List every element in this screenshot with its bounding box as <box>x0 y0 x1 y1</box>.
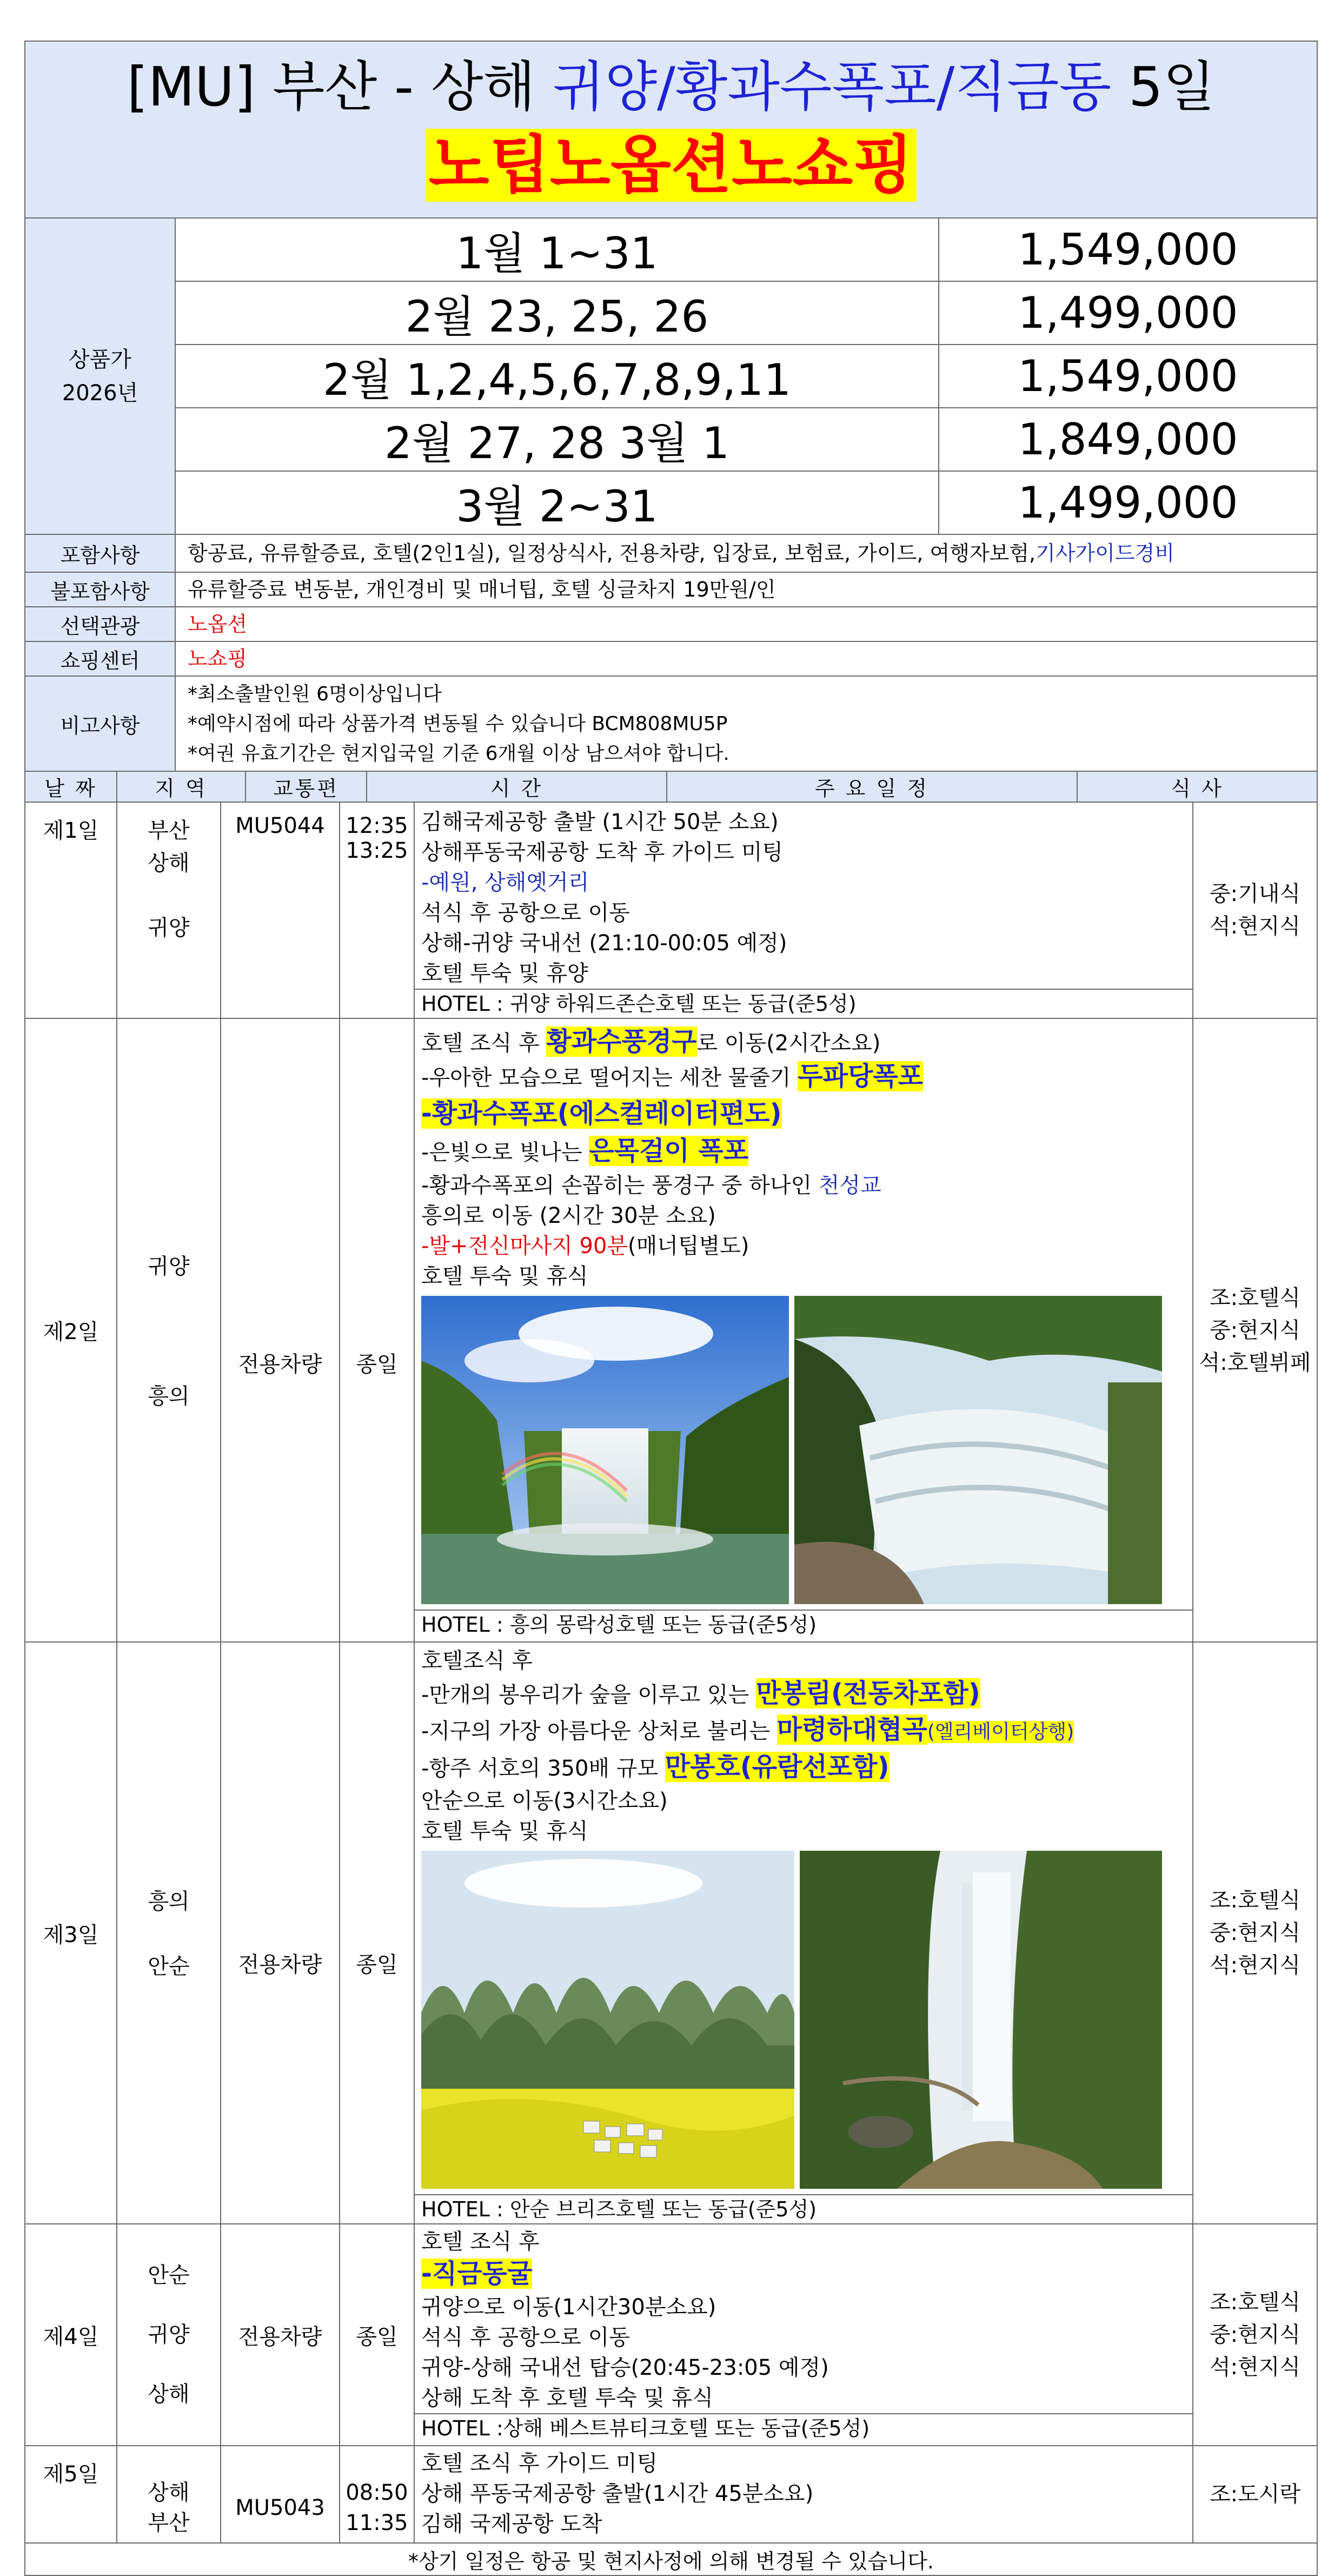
day-schedule: 호텔 조식 후 황과수풍경구로 이동(2시간소요) -우아한 모습으로 떨어지는 세찬 물줄기 두파당폭포 -황과수폭포(에스컬레이터편도) -은빛으로 빛나는 은목걸이 폭포 -황과수폭포의 손꼽히는 풍경구 중 하나인 천성교 흥의로 이동 (2시간 30분 소요) -발+전신마사지 90분(매너팁별도) 호텔 투숙 및 휴식 HOTEL : 흥의 몽락성호텔 또는 동급(준5성) <box>414 1018 1193 1642</box>
option-text: 노옵션 <box>175 607 1317 641</box>
day-transport: MU5043 <box>221 2446 340 2543</box>
page-title: [MU] 부산 - 상해 귀양/황과수폭포/직금동 5일 <box>127 55 1216 118</box>
price-date: 1월 1~31 <box>175 218 939 281</box>
day-time: 08:50 11:35 <box>340 2446 414 2543</box>
day-label: 제4일 <box>25 2224 117 2446</box>
day-schedule: 호텔 조식 후 가이드 미팅 상해 푸동국제공항 출발(1시간 45분소요) 김해 국제공항 도착 <box>414 2446 1193 2543</box>
day-meals: 중:기내식 석:현지식 <box>1193 802 1317 1018</box>
day-row <box>25 2224 1317 2446</box>
page-subtitle: 노팁노옵션노쇼핑 <box>25 125 1317 206</box>
day-transport: 전용차량 <box>221 1642 340 2224</box>
day-label: 제1일 <box>25 802 117 1018</box>
price-value: 1,499,000 <box>939 281 1317 345</box>
waterfall-rainbow-photo <box>421 1296 789 1604</box>
day-regions: 상해 부산 <box>117 2446 221 2543</box>
price-label: 상품가 2026년 <box>25 218 175 534</box>
day-time: 종일 <box>340 1642 414 2224</box>
shopping-label: 쇼핑센터 <box>25 641 175 676</box>
price-value: 1,549,000 <box>939 218 1317 281</box>
day-hotel: HOTEL :상해 베스트뷰티크호텔 또는 동급(준5성) <box>415 2413 1192 2442</box>
col-day: 날 짜 <box>25 771 117 802</box>
day-row <box>25 802 1317 1018</box>
shopping-text: 노쇼핑 <box>175 641 1317 676</box>
included-text: 항공료, 유류할증료, 호텔(2인1실), 일정상식사, 전용차량, 입장료, 보험료, 가이드, 여행자보험,기사가이드경비 <box>175 534 1317 572</box>
karst-rapeseed-photo <box>421 1851 794 2189</box>
notes-text: *최소출발인원 6명이상입니다 *예약시점에 따라 상품가격 변동될 수 있습니다 BCM808MU5P *여권 유효기간은 현지입국일 기준 6개월 이상 남으셔야 합니다. <box>175 676 1317 771</box>
day-hotel: HOTEL : 귀양 하워드존슨호텔 또는 동급(준5성) <box>415 989 1192 1018</box>
col-schedule: 주 요 일 정 <box>667 771 1077 802</box>
itinerary-header <box>25 771 1317 802</box>
waterfall-gorge-photo <box>794 1296 1162 1604</box>
day-meals: 조:호텔식 중:현지식 석:호텔뷔페 <box>1193 1018 1317 1642</box>
price-date: 2월 1,2,4,5,6,7,8,9,11 <box>175 345 939 408</box>
day-transport: 전용차량 <box>221 2224 340 2446</box>
title-banner <box>25 41 1317 218</box>
day-label: 제3일 <box>25 1642 117 2224</box>
day-row <box>25 1642 1317 2224</box>
footer-note: *상기 일정은 항공 및 현지사정에 의해 변경될 수 있습니다. <box>25 2543 1317 2575</box>
col-time: 시 간 <box>367 771 667 802</box>
day-meals: 조:호텔식 중:현지식 석:현지식 <box>1193 1642 1317 2224</box>
schedule-table <box>24 802 1318 2576</box>
day-label: 제5일 <box>25 2446 117 2543</box>
col-region: 지 역 <box>117 771 245 802</box>
price-value: 1,499,000 <box>939 471 1317 534</box>
day-time: 12:35 13:25 <box>340 802 414 1018</box>
day-schedule: 호텔조식 후 -만개의 봉우리가 숲을 이루고 있는 만봉림(전동차포함) -지구의 가장 아름다운 상처로 불리는 마령하대협곡(엘리베이터상행) -항주 서호의 350배 규모 만봉호(유람선포함) 안순으로 이동(3시간소요) 호텔 투숙 및 휴식 HOTEL : 안순 브리즈호텔 또는 동급(준5성) <box>414 1642 1193 2224</box>
itinerary-sheet <box>24 41 1317 2576</box>
option-label: 선택관광 <box>25 607 175 641</box>
price-value: 1,549,000 <box>939 345 1317 408</box>
canyon-waterfall-photo <box>800 1851 1162 2189</box>
day-meals: 조:호텔식 중:현지식 석:현지식 <box>1193 2224 1317 2446</box>
day-transport: 전용차량 <box>221 1018 340 1642</box>
day-time: 종일 <box>340 2224 414 2446</box>
day-transport: MU5044 <box>221 802 340 1018</box>
excluded-label: 불포함사항 <box>25 572 175 607</box>
excluded-text: 유류할증료 변동분, 개인경비 및 매너팁, 호텔 싱글차지 19만원/인 <box>175 572 1317 607</box>
price-date: 2월 23, 25, 26 <box>175 281 939 345</box>
itinerary-table <box>24 41 1318 803</box>
day-hotel: HOTEL : 안순 브리즈호텔 또는 동급(준5성) <box>415 2194 1192 2223</box>
included-label: 포함사항 <box>25 534 175 572</box>
price-date: 3월 2~31 <box>175 471 939 534</box>
day-meals: 조:도시락 <box>1193 2446 1317 2543</box>
day-schedule: 김해국제공항 출발 (1시간 50분 소요) 상해푸동국제공항 도착 후 가이드 미팅 -예원, 상해옛거리 석식 후 공항으로 이동 상해-귀양 국내선 (21:10-00:05 예정) 호텔 투숙 및 휴양 HOTEL : 귀양 하워드존슨호텔 또는 동급(준5성) <box>414 802 1193 1018</box>
day-regions: 부산 상해 귀양 <box>117 802 221 1018</box>
price-value: 1,849,000 <box>939 408 1317 471</box>
price-date: 2월 27, 28 3월 1 <box>175 408 939 471</box>
day-regions: 귀양 흥의 <box>117 1018 221 1642</box>
day-regions: 흥의 안순 <box>117 1642 221 2224</box>
day-row <box>25 2446 1317 2543</box>
day3-photos <box>415 1846 1192 2194</box>
col-transport: 교통편 <box>245 771 367 802</box>
day2-photos <box>415 1292 1192 1610</box>
day-hotel: HOTEL : 흥의 몽락성호텔 또는 동급(준5성) <box>415 1610 1192 1639</box>
day-label: 제2일 <box>25 1018 117 1642</box>
col-meal: 식 사 <box>1077 771 1317 802</box>
notes-label: 비고사항 <box>25 676 175 771</box>
day-schedule: 호텔 조식 후 -직금동굴 귀양으로 이동(1시간30분소요) 석식 후 공항으로 이동 귀양-상해 국내선 탑승(20:45-23:05 예정) 상해 도착 후 호텔 투숙 및 휴식 HOTEL :상해 베스트뷰티크호텔 또는 동급(준5성) <box>414 2224 1193 2446</box>
day-regions: 안순 귀양 상해 <box>117 2224 221 2446</box>
day-time: 종일 <box>340 1018 414 1642</box>
day-row <box>25 1018 1317 1642</box>
